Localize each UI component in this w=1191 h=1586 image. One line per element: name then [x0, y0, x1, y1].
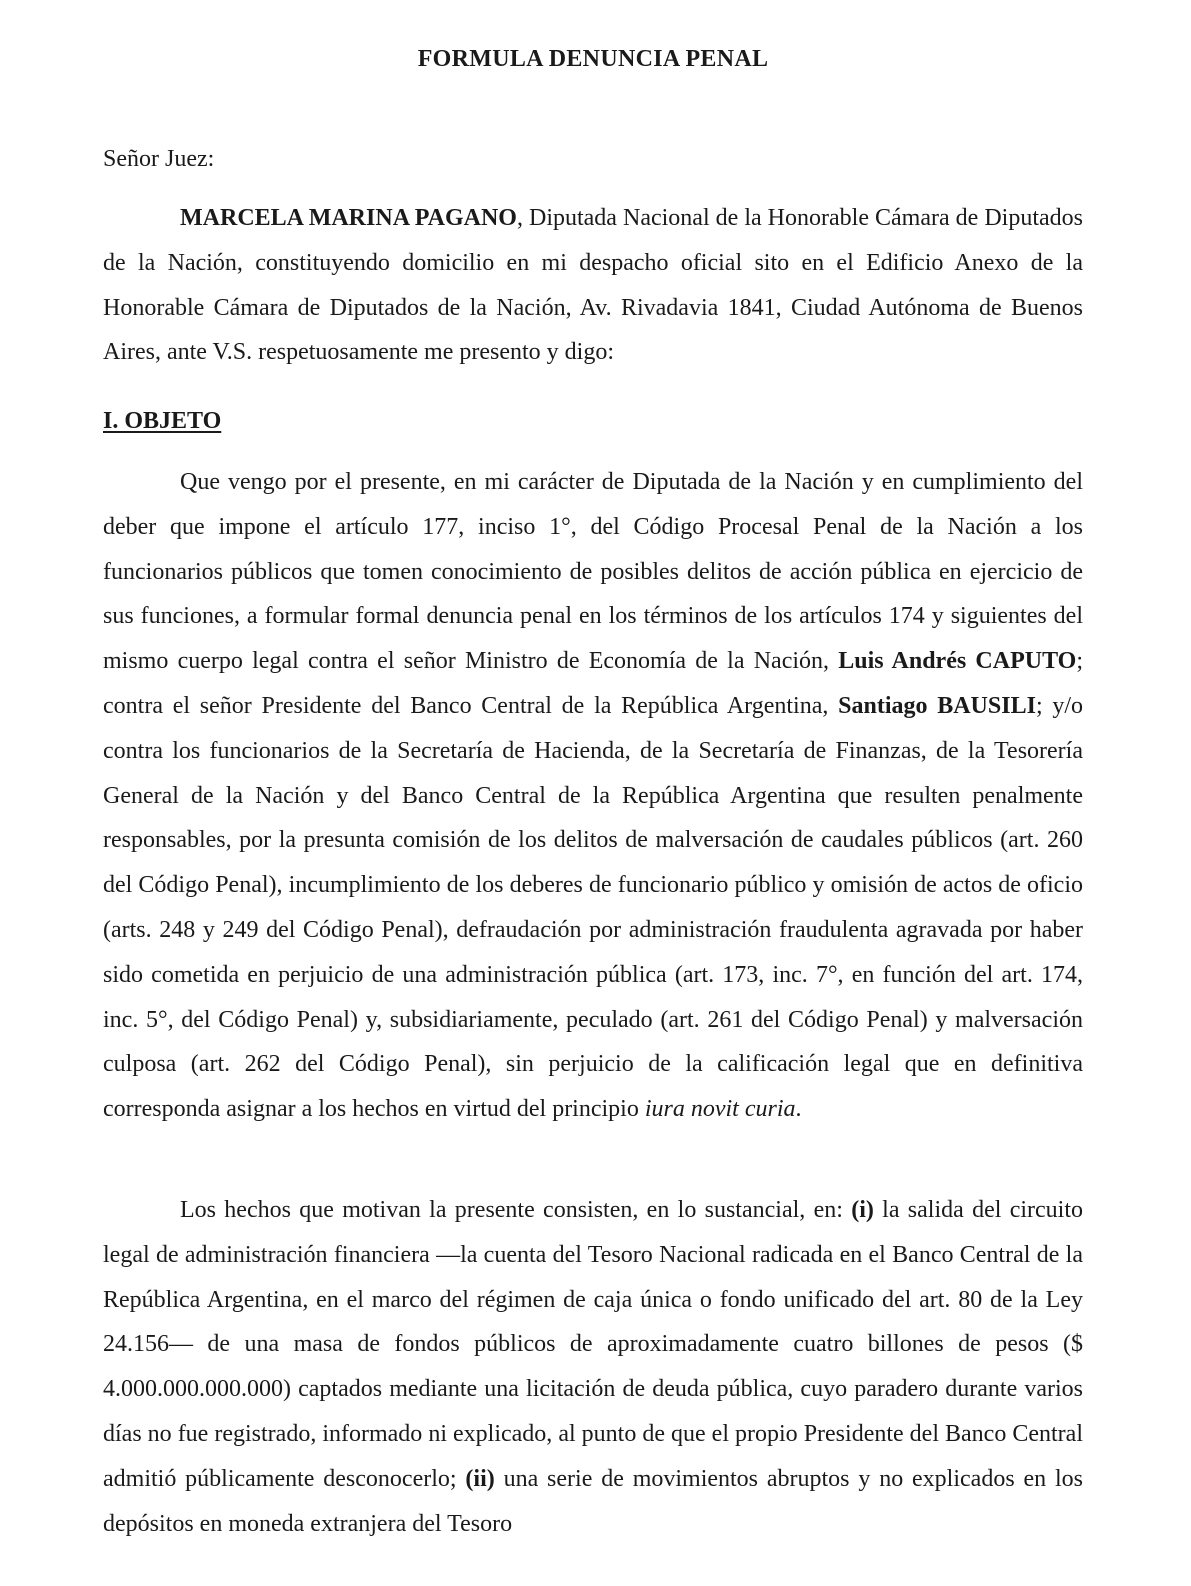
complainant-name: MARCELA MARINA PAGANO [180, 205, 517, 231]
objeto-text-1: Que vengo por el presente, en mi carácter de Diputada de la Nación y en cumplimiento del deber que impone el artículo 177, inciso 1°, del Código Procesal Penal de la Nación a los funcionarios públicos que tomen conocimiento de posibles delitos de acción pública en ejercicio de sus funciones, a formular formal denuncia penal en los términos de los artículos 174 y siguientes del mismo cuerpo legal contra el señor Ministro de Economía de la Nación, [103, 469, 1083, 675]
objeto-text-2: ; contra el señor Presidente del Banco Central de la República Argentina, [103, 648, 1083, 719]
hechos-paragraph [103, 1188, 1083, 1546]
accused-name-1: Luis Andrés CAPUTO [838, 648, 1077, 675]
objeto-paragraph [103, 460, 1083, 1132]
hechos-text-3: una serie de movimientos abruptos y no explicados en los depósitos en moneda extranjera del Tesoro [103, 1465, 1083, 1537]
list-marker-2: (ii) [465, 1465, 495, 1492]
list-marker-1: (i) [851, 1197, 874, 1223]
greeting: Señor Juez: [103, 146, 215, 172]
objeto-text-4: . [795, 1096, 802, 1123]
objeto-text-3: ; y/o contra los funcionarios de la Secretaría de Hacienda, de la Secretaría de Finanzas, de la Tesorería General de la Nación y del Banco Central de la República Argentina que resulten penalmente responsables, por la presunta comisión de los delitos de malversación de caudales públicos (art. 260 del Código Penal), incumplimiento de los deberes de funcionario público y omisión de actos de oficio (arts. 248 y 249 del Código Penal), defraudación por administración fraudulenta agravada por haber sido cometida en perjuicio de una administración pública (art. 173, inc. 7°, en función del art. 174, inc. 5°, del Código Penal) y, subsidiariamente, peculado (art. 261 del Código Penal) y malversación culposa (art. 262 del Código Penal), sin perjuicio de la calificación legal que en definitiva corresponda asignar a los hechos en virtud del principio [103, 692, 1084, 1123]
intro-paragraph [103, 196, 1083, 375]
hechos-text-1: Los hechos que motivan la presente consisten, en lo sustancial, en: [180, 1197, 852, 1223]
document-title: FORMULA DENUNCIA PENAL [417, 46, 769, 72]
intro-text: , Diputada Nacional de la Honorable Cámara de Diputados de la Nación, constituyendo domicilio en mi despacho oficial sito en el Edificio Anexo de la Honorable Cámara de Diputados de la Nación, Av. Rivadavia 1841, Ciudad Autónoma de Buenos Aires, ante V.S. respetuosamente me presento y digo: [103, 205, 1083, 366]
hechos-text-2: la salida del circuito legal de administración financiera —la cuenta del Tesoro Nacional radicada en el Banco Central de la República Argentina, en el marco del régimen de caja única o fondo unificado del art. 80 de la Ley 24.156— de una masa de fondos públicos de aproximadamente cuatro billones de pesos ($ 4.000.000.000.000) captados mediante una licitación de deuda pública, cuyo paradero durante varios días no fue registrado, informado ni explicado, al punto de que el propio Presidente del Banco Central admitió públicamente desconocerlo; [103, 1197, 1084, 1492]
section-heading-objeto: I. OBJETO [103, 408, 222, 434]
accused-name-2: Santiago BAUSILI [838, 692, 1036, 719]
latin-phrase: iura novit curia [644, 1096, 796, 1123]
